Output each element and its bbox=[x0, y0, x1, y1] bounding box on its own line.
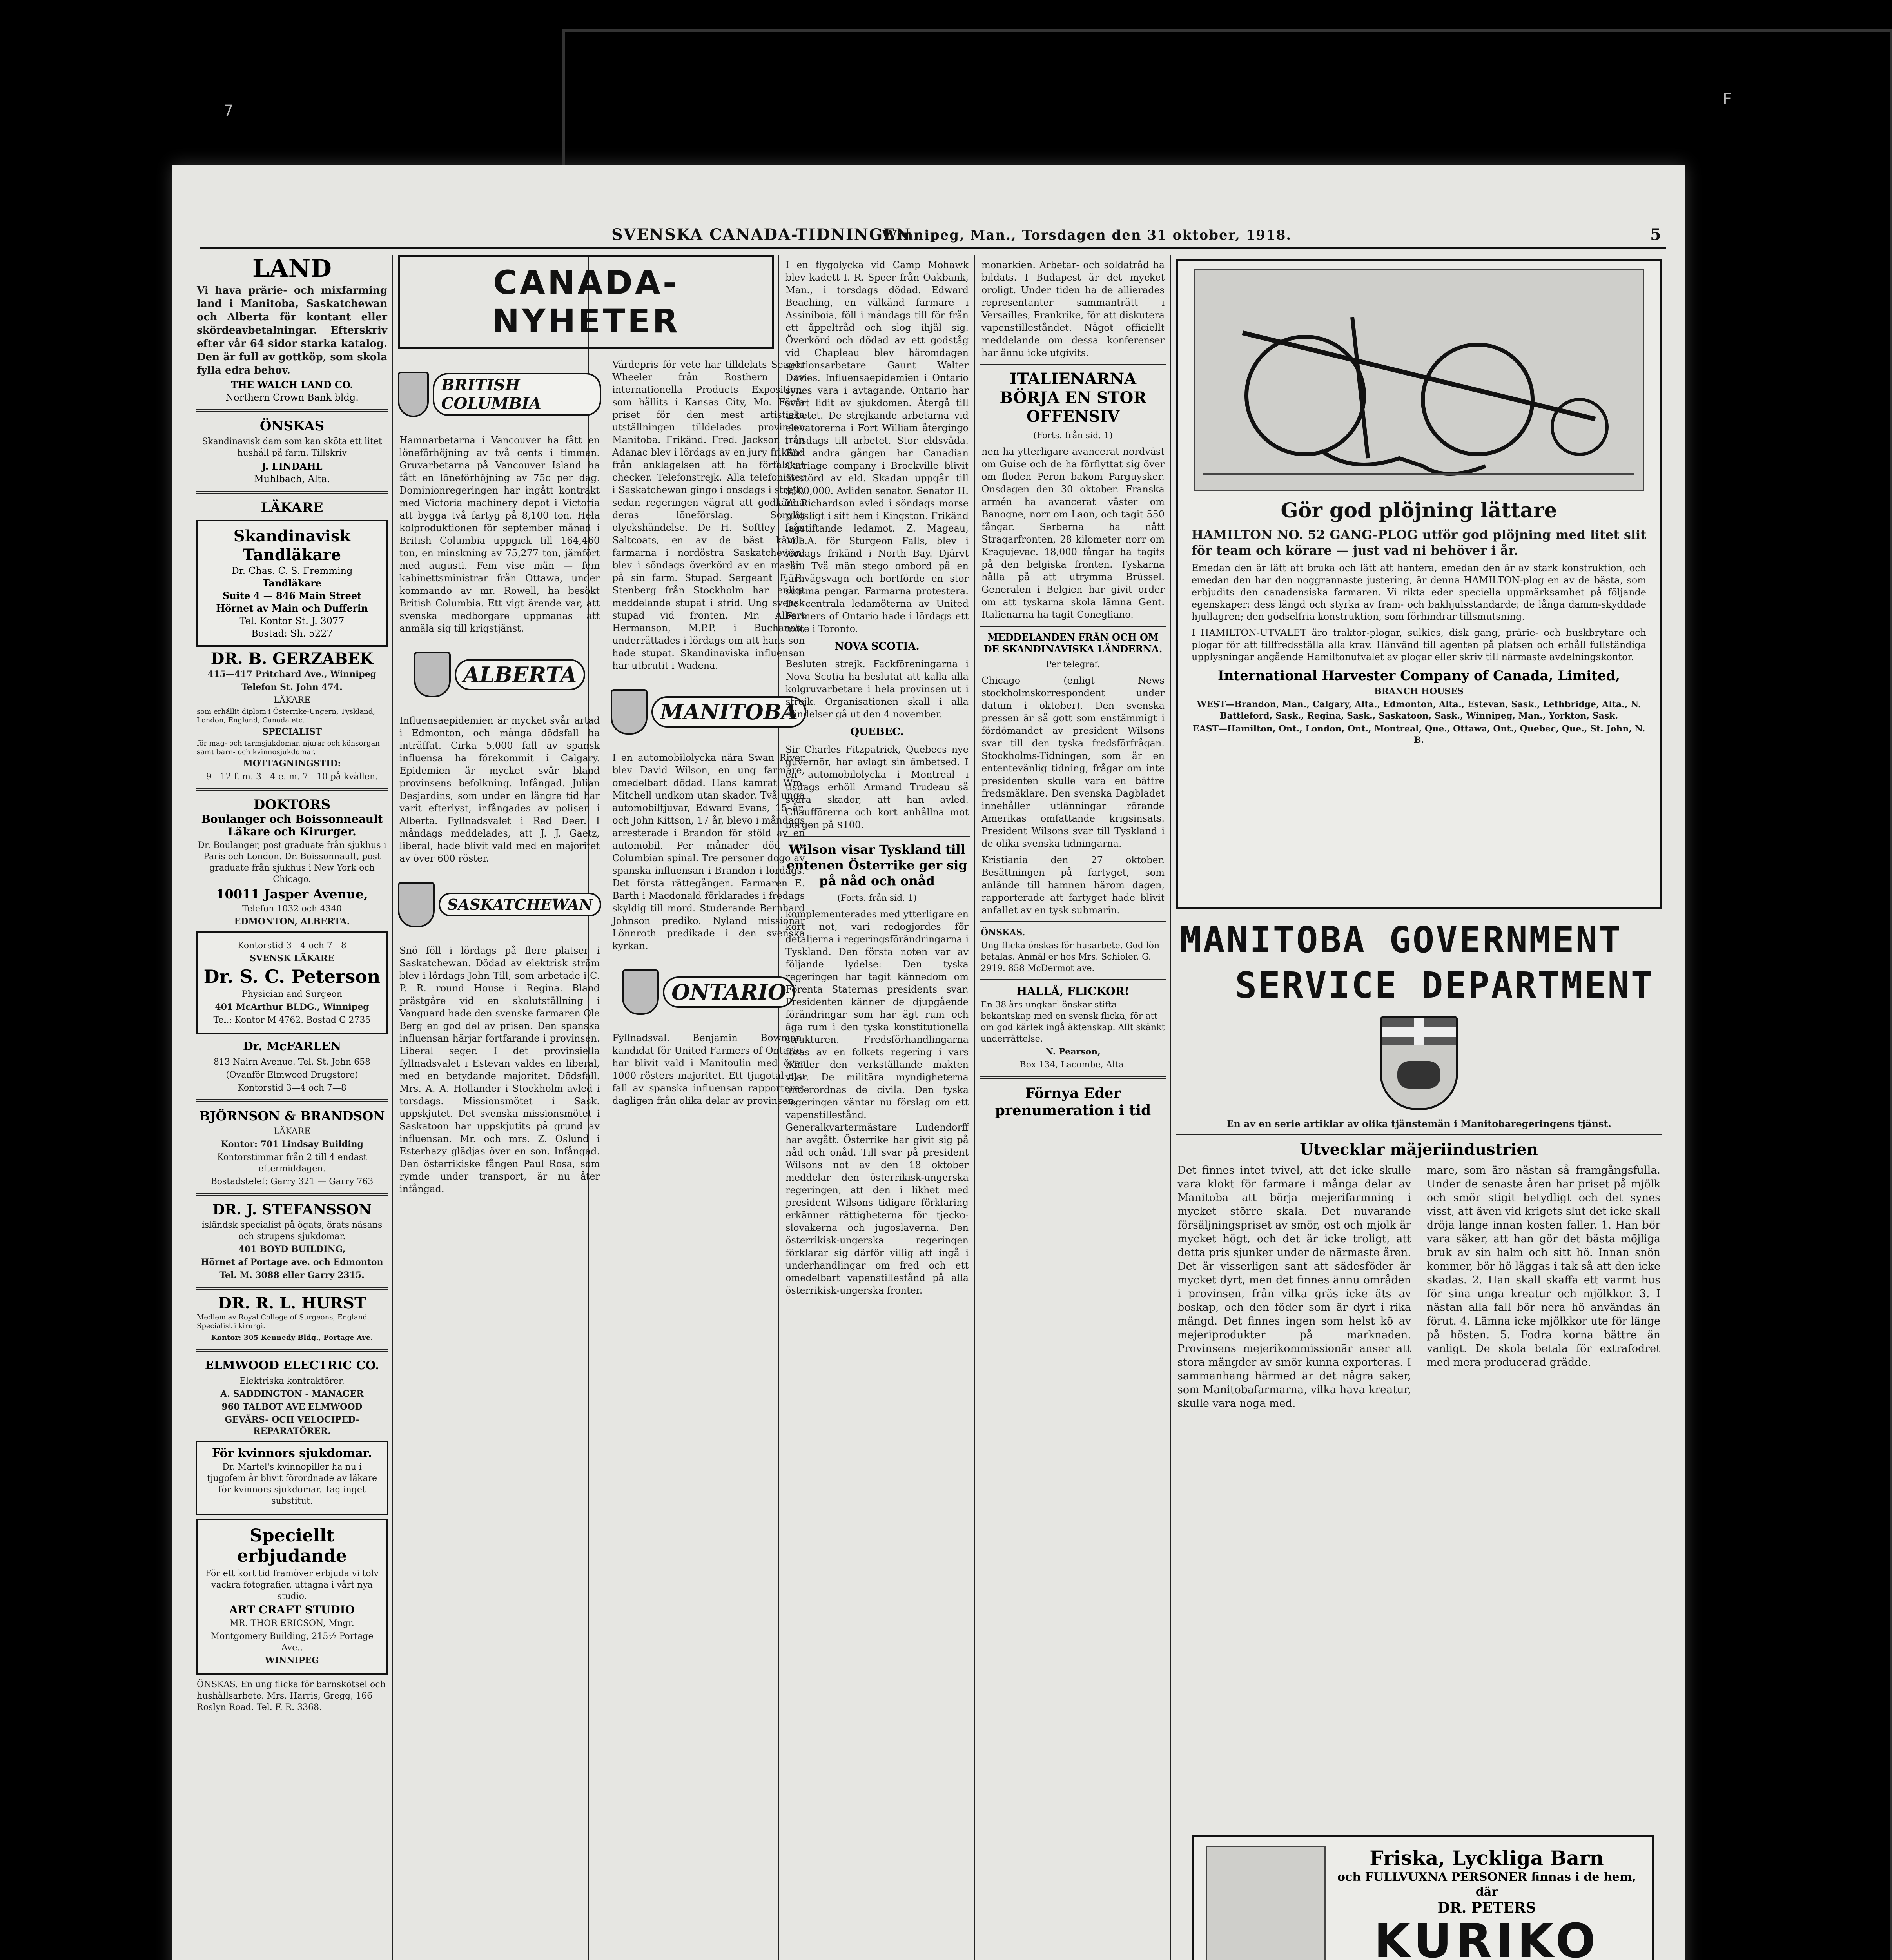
stef-tel: Tel. M. 3088 eller Garry 2315. bbox=[219, 1270, 365, 1280]
mgd-article-title: Utvecklar mäjeriindustrien bbox=[1300, 1140, 1538, 1159]
col4-onskas-title: ÖNSKAS. bbox=[981, 927, 1025, 938]
news-column-right bbox=[606, 354, 806, 1199]
bjornson-role: LÄKARE bbox=[273, 1127, 311, 1136]
doktors-title: DOKTORS bbox=[253, 797, 331, 813]
bjornson-text: Kontorstimmar från 2 till 4 endast eftermiddagen. bbox=[217, 1152, 367, 1174]
film-mark-left: 7 bbox=[223, 102, 234, 120]
doktors-role: Läkare och Kirurger. bbox=[228, 825, 356, 838]
gerzabek-title: DR. B. GERZABEK bbox=[210, 650, 374, 668]
onskas-place: Muhlbach, Alta. bbox=[254, 474, 330, 485]
ihc-text: Emedan den är lätt att bruka och lätt att hantera, emedan den är av stark konstruktion, och emedan den har den noggrannaste justering, är denna HAMILTON-plog en av de bästa, som erbjudits den canadensiska farmaren. Vi rikta eder speciella uppmärksamhet på följande egenskaper: dess längd och styrka av fram- och bakhjulsstandarde; de långa damm-skyddade hjullagren; den gödselfria konstruktion, som förhindrar tillsmutsning. bbox=[1192, 563, 1646, 622]
foto-mgr: MR. THOR ERICSON, Mngr. bbox=[230, 1619, 354, 1628]
kuriko-brand-pre: DR. PETERS bbox=[1437, 1900, 1536, 1916]
stef-name: DR. J. STEFANSSON bbox=[212, 1201, 372, 1218]
column-rule bbox=[392, 255, 393, 1960]
bc-news-text: Hamnarbetarna i Vancouver ha fått en löneförhöjning av två cents i timmen. Gruvarbetarna på Vancouver Island ha fått en löneförhöjning av 75c per dag. Dominionregeringen har ingått kontrakt med Victoria machinery depot i Victoria att bygga två fartyg på 8,100 ton. Hela kolproduktionen för september månad i British Columbia uppgick till 164,460 ton, en minskning av 75,277 ton, jämfört med augusti. Fem vise män — fem kabinettsministrar från Ottawa, under kommando av mr. Rowell, ha besökt British Columbia. Ett vigt ärende var, att svenska medborgare uppmanas att anmäla sig till krigstjänst. bbox=[399, 435, 600, 634]
mgd-article-columns bbox=[1176, 1160, 1662, 1414]
peterson-role: Physician and Surgeon bbox=[242, 989, 342, 999]
gerzabek-tel: Telefon St. John 474. bbox=[241, 682, 343, 692]
halla-title: HALLÅ, FLICKOR! bbox=[1016, 985, 1130, 998]
alberta-news-text: Influensaepidemien är mycket svår artad i Edmonton, och många dödsfall ha inträffat. Cirka 5,000 fall av spansk influensa ha förekommit i Calgary. Epidemien är mycket svår bland provinsens befolkning. Infångad. Julian Desjardins, som under en längre tid har varit efterlyst, infångades av polisen i Alberta. Fyllnadsvalet i Red Deer. I måndags meddelades, att J. J. Gaetz, liberal, hade blivit vald med en majoritet av över 600 röster. bbox=[399, 715, 600, 864]
kuriko-sub: och FULLVUXNA PERSONER finnas i de hem, där bbox=[1337, 1870, 1636, 1899]
film-mark-right: F bbox=[1723, 90, 1732, 108]
halla-box: Box 134, Lacombe, Alta. bbox=[1019, 1060, 1126, 1070]
foto-company: ART CRAFT STUDIO bbox=[229, 1603, 355, 1616]
ontario-news-text: Fyllnadsval. Benjamin Bowman, kandidat för United Farmers of Ontario, har blivit vald i Manitoulin med över 1000 rösters majoritet. Ett tjugotal nya fall av spanska influensan rapporteras dagligen från olika delar av provinsen. bbox=[612, 1033, 805, 1106]
alberta-crest-icon bbox=[414, 652, 451, 697]
peterson-name: Dr. S. C. Peterson bbox=[203, 966, 381, 987]
foto-addr: Montgomery Building, 215½ Portage Ave., bbox=[210, 1632, 374, 1653]
wilson-headline: Wilson visar Tyskland till entenen Österrike ger sig på nåd och onåd bbox=[787, 842, 967, 888]
stef-text: isländsk specialist på ögats, örats näsans och strupens sjukdomar. bbox=[201, 1220, 383, 1241]
gerzabek-spec-text: för mag- och tarmsjukdomar, njurar och könsorgan samt barn- och kvinnosjukdomar. bbox=[197, 739, 380, 756]
elec-people: A. SADDINGTON - MANAGER bbox=[220, 1389, 364, 1399]
tandlakare-ad bbox=[196, 520, 388, 647]
gerzabek-hours: 9—12 f. m. 3—4 e. m. 7—10 på kvällen. bbox=[206, 772, 378, 782]
foto-text: För ett kort tid framöver erbjuda vi tolv vackra fotografier, uttagna i vårt nya studio. bbox=[205, 1569, 379, 1601]
mgd-title-2: SERVICE DEPARTMENT bbox=[1235, 964, 1654, 1006]
foto-city: WINNIPEG bbox=[265, 1655, 319, 1666]
bjornson-name: BJÖRNSON & BRANDSON bbox=[199, 1109, 385, 1123]
tand-name: Dr. Chas. C. S. Fremming bbox=[231, 565, 353, 576]
ihc-lead: HAMILTON NO. 52 GANG-PLOG utför god plöjning med litet slit för team och körare — just vad ni behöver i år. bbox=[1192, 527, 1646, 558]
manitoba-label: MANITOBA bbox=[651, 696, 806, 728]
kuriko-ad bbox=[1192, 1835, 1654, 1960]
col1-bottom-ad: ÖNSKAS. En ung flicka för barnskötsel och hushållsarbete. Mrs. Harris, Gregg, 166 Roslyn Road. Tel. F. R. 3368. bbox=[197, 1680, 386, 1712]
elec-addr: 960 TALBOT AVE ELMWOOD bbox=[221, 1402, 363, 1412]
halla-text: En 38 års ungkarl önskar stifta bekantskap med en svensk flicka, för att om god kärlek ingå äktenskap. Allt skänkt underrättelse. bbox=[981, 1000, 1165, 1044]
elec-role: Elektriska kontraktörer. bbox=[239, 1376, 345, 1386]
wilson-subhead: (Forts. från sid. 1) bbox=[837, 893, 917, 903]
doktors-tel: Telefon 1032 och 4340 bbox=[242, 904, 342, 914]
land-company: THE WALCH LAND CO. bbox=[231, 379, 353, 390]
ontario-heading bbox=[611, 958, 806, 1026]
sask-heading bbox=[398, 870, 601, 939]
col3-intro-text: I en flygolycka vid Camp Mohawk blev kadett I. R. Speer från Oakbank, Man., i torsdags dödad. Edward Beaching, en välkänd farmare i Assiniboia, föll i måndags till för från ett åppeltråd och slog ihjäl sig. Överkörd och dödad av ett godståg vid Chapleau blev häromdagen sektionsarbetare Gaunt Walter Davies. Influensaepidemien i Ontario synes vara i avtagande. Ontario har svårt lidit av sjukdomen. Återgå till arbetet. De strejkande arbetarna vid elevatorerna i Fort William återgingo i tisdags till arbetet. Stor eldsvåda. För andra gången har Canadian Carriage company i Brockville blivit förstörd av eld. Skadan uppgår till $500,000. Avliden senator. Senator H. W. Richardson avled i söndags morse plötsligt i sitt hem i Kingston. Frikänd lagstiftande ledamot. Z. Mageau, M.L.A. för Sturgeon Falls, blev i lördags frikänd i North Bay. Djärvt rån. Två män stego ombord på en järnvägsvagn och bortförde en stor summa pengar. Farmarna protestera. De centrala ledamöterna av United Farmers of Ontario hade i lördags ett möte i Toronto. bbox=[785, 260, 969, 634]
onskas-name: J. LINDAHL bbox=[261, 461, 323, 472]
kuriko-brand: KURIKO bbox=[1374, 1914, 1600, 1960]
mgd-article-left: Det finnes intet tvivel, att det icke skulle vara klokt för farmare i många delar av Manitoba att börja mejerifarmning i mycket större skala. Det nuvarande försäljningspriset av smör, ost och mjölk är mycket högt, och det är icke troligt, att detta pris sjunker under de närmaste åren. Det är visserligen sant att sädesföder är mycket dyrt, men det finnes ännu områden i provinsen, från vilka gräs icke äts av boskap, och den föder som är dyrt i rika mängd. Det finnes ingen som helst kö av mejeriprodukter på marknaden. Provinsens mejerikommissionär anser att stora mängder av smör kunna exporteras. I sammanhang härmed är det några saker, som Manitobafarmarna, vilka hava kreatur, skulle vara noga med. bbox=[1177, 1164, 1411, 1410]
kuriko-top bbox=[1206, 1846, 1640, 1960]
page-header bbox=[200, 223, 1666, 249]
foto-ad bbox=[196, 1519, 388, 1675]
tand-addr2: Hörnet av Main och Dufferin bbox=[216, 603, 368, 614]
prairie-news-text: Värdepris för vete har tilldelats Seager Wheeler från Rosthern av internationella Products Exposition, som hållits i Kansas City, Mo. Förra priset för den mest artistiska utställningen tilldelades provinsen Manitoba. Frikänd. Fred. Jackson från Adanac blev i lördags av en jury frikänd från anklagelsen att ha förfalskat checker. Telefonstrejk. Alla telefonister i Saskatchewan gingo i onsdags i strejk, sedan regeringen vägrat att godkänna deras löneförslag. Sorglig olyckshändelse. De H. Softley från Saltcoats, en av de bäst kända farmarna i nordöstra Saskatchewan, blev i söndags överkörd av en maskin på sin farm. Stupad. Sergeant F. R. Stenberg från Stockholm har enligt meddelande stupat i strid. Ung svensk stupad vid fronten. Mr. Albert Hermanson, M.P.P. i Buchanan, underrättades i lördags om att hans son hade stupat. Skandinaviska influensan har utbrutit i Wadena. bbox=[612, 359, 805, 671]
dateline: Winnipeg, Man., Torsdagen den 31 oktober, 1918. bbox=[882, 227, 1292, 243]
col4-intro-text: monarkien. Arbetar- och soldatråd ha bildats. I Budapest är det mycket oroligt. Under tiden ha de allierades representanter sammanträtt i Versailles, Frankrike, för att diskutera vapenstilleståndet. Något officiellt meddelande om dessa konferenser har ännu icke utgivits. bbox=[981, 260, 1165, 358]
mgd-article-right: mare, som äro nästan så framgångsfulla. Under de senaste åren har priset på mjölk och smör stigit betydligt och det synes visst, att även vid krigets slut det icke skall dröja länge innan kosten faller. 1. Han bör vara säker, att han gör det bästa möjliga bruk av sin halm och sitt hö. Innan snön kommer, bör hö läggas i tak så att den icke skadas. 2. Han skall skaffa ett varmt hus för sina unga kreatur och mjölkkor. 3. I nästan alla fall bör nera hö användas än förut. 4. Lämna icke mjölkkor ute för länge på hösten. 5. Fodra korna bättre än vanligt. De skola betala för extrafodret med mera producerad grädde. bbox=[1427, 1164, 1660, 1368]
ads-column bbox=[196, 255, 388, 1960]
bc-crest-icon bbox=[398, 372, 429, 417]
mcfarlen-addr: 813 Nairn Avenue. Tel. St. John 658 bbox=[213, 1057, 371, 1067]
mgd-title-1: MANITOBA GOVERNMENT bbox=[1180, 919, 1622, 961]
land-ad-title: LAND bbox=[252, 254, 332, 283]
land-address: Northern Crown Bank bldg. bbox=[225, 392, 359, 403]
ontario-crest-icon bbox=[622, 969, 659, 1015]
lakare-title: LÄKARE bbox=[261, 500, 323, 515]
bc-heading bbox=[398, 360, 601, 428]
kuriko-header bbox=[1326, 1846, 1640, 1960]
onskas-text: Skandinavisk dam som kan sköta ett litet husháll på farm. Tillskriv bbox=[202, 437, 382, 458]
ihc-ad bbox=[1176, 259, 1662, 909]
italy-article-text: nen ha ytterligare avancerat nordväst om Guise och de ha förflyttat sig över om floden Peron bakom Parguysker. Onsdagen den 30 oktober. Franska armén ha avancerat väster om Banogne, norr om Laon, och tagit 550 fångar. Serberna ha nått Stragarfronten, 28 kilometer norr om Kragujevac. 18,000 fångar ha tagits på den belgiska fronten. Tyskarna hålla på att utrymma Brüssel. Generalen i Belgien har givit order om att tyskarna skola lämna Gent. Italienarna ha tagit Conegliano. bbox=[981, 446, 1165, 620]
elec-name: ELMWOOD ELECTRIC CO. bbox=[205, 1359, 379, 1372]
italy-subhead: (Forts. från sid. 1) bbox=[1033, 431, 1113, 441]
news-column-5 bbox=[980, 255, 1166, 1960]
kvinnor-text: Dr. Martel's kvinnopiller ha nu i tjugofem år blivit förordnade av läkare för kvinnors sjukdomar. Tag inget substitut. bbox=[207, 1462, 377, 1506]
sask-label: SASKATCHEWAN bbox=[439, 893, 601, 916]
tand-tel: Tel. Kontor St. J. 3077 bbox=[239, 615, 345, 626]
bjornson-addr: Kontor: 701 Lindsay Building bbox=[221, 1139, 363, 1149]
manitoba-heading bbox=[611, 677, 806, 746]
plow-illustration-icon bbox=[1194, 269, 1644, 491]
quebec-heading: QUEBEC. bbox=[850, 726, 904, 738]
halla-name: N. Pearson, bbox=[1045, 1047, 1101, 1057]
stef-addr2: Hörnet af Portage ave. och Edmonton bbox=[201, 1257, 383, 1267]
col4-onskas-text: Ung flicka önskas för husarbete. God lön betalas. Anmäl er hos Mrs. Schioler, G. 2919. 858 McDermot ave. bbox=[981, 941, 1160, 973]
page-number: 5 bbox=[1650, 225, 1662, 244]
banner-title: CANADA-NYHETER bbox=[492, 263, 680, 340]
sask-news-text: Snö föll i lördags på flere platser i Saskatchewan. Dödad av elektrisk ström blev i lördags John Till, som arbetade i C. P. R. round House i Regina. Bland prästgåre vid en skolutställning i Vanguard hade den svenske farmaren Ole Berg en god del av prisen. Den spanska influensan härjar fortfarande i provinsen. Liberal seger. I det provinsiella fyllnadsvalet i Estevan valdes en liberal, med en betydande majoritet. Dödsfall. Mrs. A. A. Hollander i Stockholm avled i torsdags. Missionsmötet i Sask. uppskjutet. Det svenska missionsmötet i Saskatoon har uppskjutits på grund av influensan. Mr. och mrs. Z. Oslund i Esterhazy glädjas över en son. Infångad. Den österrikiske fången Paul Rosa, som rymde under transport, är nu åter infångad. bbox=[399, 945, 600, 1194]
manitoba-news-text: I en automobilolycka nära Swan River blev David Wilson, en ung farmare, omedelbart dödad. Hans kamrat Wm. Mitchell undkom utan skador. Två unga automobiltjuvar, Edward Evans, 15 år, och John Kittson, 17 år, blevo i måndags arresterade i Brandon för stöld av en automobil. Per månader död av Columbian spinal. Tre personer dogo av spanska influensan i Brandon i lördags. Det första rättegången. Farmaren E. Barth i Macdonald förklarades i fredags skyldig till mord. Studerande Bernhard Johnson prediko. Nyland missionär Lönnroth predikade i den svenska kyrkan. bbox=[612, 752, 805, 951]
peterson-ad bbox=[196, 931, 388, 1034]
nova-scotia-text: Besluten strejk. Fackföreningarna i Nova Scotia ha beslutat att kalla alla kolgruvarbetare i hela provinsen ut i strejk. Organisationen skall i alla händelser gå ut den 4 november. bbox=[785, 659, 969, 720]
kvinnor-ad bbox=[196, 1441, 388, 1515]
scandinavia-headline: MEDDELANDEN FRÅN OCH OM DE SKANDINAVISKA LÄNDERNA. bbox=[983, 632, 1163, 655]
paper-name: SVENSKA CANADA-TIDNINGEN bbox=[611, 225, 911, 244]
norway-text: Kristiania den 27 oktober. Besättningen på fartyget, som anlände till hamnen härom dagen, rapporterade att fartyget hade blivit anfallet av en tysk submarin. bbox=[981, 855, 1165, 916]
manitoba-crest-icon bbox=[611, 689, 648, 735]
manitoba-coat-of-arms-icon bbox=[1380, 1016, 1458, 1110]
news-column-4 bbox=[784, 255, 970, 1960]
hurst-addr: Kontor: 305 Kennedy Bldg., Portage Ave. bbox=[211, 1334, 373, 1342]
foto-title: Speciellt erbjudande bbox=[237, 1526, 347, 1566]
bc-label: BRITISH COLUMBIA bbox=[433, 373, 601, 416]
doktors-addr: 10011 Jasper Avenue, bbox=[216, 887, 368, 902]
tand-addr1: Suite 4 — 846 Main Street bbox=[222, 590, 362, 601]
italy-headline: ITALIENARNA BÖRJA EN STOR OFFENSIV bbox=[1000, 370, 1146, 426]
newspaper-page bbox=[172, 165, 1685, 1960]
tand-role: Tandläkare bbox=[262, 577, 322, 589]
peterson-tel: Tel.: Kontor M 4762. Bostad G 2735 bbox=[213, 1015, 371, 1025]
gerzabek-addr: 415—417 Pritchard Ave., Winnipeg bbox=[207, 669, 377, 679]
column-rule bbox=[974, 255, 975, 1960]
kvinnor-title: För kvinnors sjukdomar. bbox=[212, 1446, 372, 1460]
ihc-west-branches: WEST—Brandon, Man., Calgary, Alta., Edmonton, Alta., Estevan, Sask., Lethbridge, Alta., N. Battleford, Sask., Regina, Sask., Saskatoon, Sask., Winnipeg, Man., Yorkton, Sask. bbox=[1197, 699, 1641, 721]
tand-bostad: Bostad: Sh. 5227 bbox=[251, 628, 333, 639]
elec-extra: GEVÄRS- OCH VELOCIPED-REPARATÖRER. bbox=[225, 1415, 359, 1436]
ihc-branch-label: BRANCH HOUSES bbox=[1374, 686, 1464, 697]
plow-drawing bbox=[1195, 270, 1643, 490]
alberta-heading bbox=[398, 640, 601, 709]
hurst-name: DR. R. L. HURST bbox=[218, 1294, 366, 1312]
scandinavia-article-text: Chicago (enligt News stockholmskorrespondent under datum i oktober). Den svenska pressen är så gott som enstämmigt i fördömandet av president Wilsons svar till den tyska fredsförfrågan. Stockholms-Tidningen, som är en ententevänlig tidning, frågar om inte presidenten skulle vara en bättre fredsmäklare. Den svenska Dagbladet innehåller utlänningar rörande Amerikas omfattande krigsinsats. President Wilsons svar till Tyskland i de olika svenska tidningarna. bbox=[981, 675, 1165, 849]
mgd-caption: En av en serie artiklar av olika tjänstemän i Manitobaregeringens tjänst. bbox=[1226, 1118, 1611, 1129]
canada-news-section bbox=[398, 255, 805, 1960]
news-two-columns bbox=[398, 354, 805, 1199]
peterson-label: SVENSK LÄKARE bbox=[250, 953, 334, 964]
stef-addr: 401 BOYD BUILDING, bbox=[238, 1244, 346, 1254]
peterson-hours: Kontorstid 3—4 och 7—8 bbox=[238, 941, 346, 951]
alberta-label: ALBERTA bbox=[455, 659, 586, 690]
ihc-title: Gör god plöjning lättare bbox=[1281, 499, 1557, 523]
hurst-text: Medlem av Royal College of Surgeons, England. Specialist i kirurgi. bbox=[197, 1313, 370, 1330]
onskas-title: ÖNSKAS bbox=[259, 418, 325, 434]
tand-title: Skandinavisk Tandläkare bbox=[233, 527, 351, 564]
wilson-article-text: komplementerades med ytterligare en kort not, vari redogjordes för detaljerna i regeringsförändringarna i Tyskland. Den första noten var av följande lydelse: Den tyska regeringen har tagit kännedom om Förenta Staternas presidents svar. Presidenten känner de djupgående förändringar som har ägt rum och äga rum i den tyska konstitutionella strukturen. Fredsförhandlingarna föras av en folkets regering i vars händer den verkställande makten vilar. De militära myndigheterna underordnas de civila. Den tyska regeringen väntar nu förslag om ett vapenstillestånd. Generalkvartermästare Ludendorff har avgått. Österrike har givit sig på nåd och onåd. Till svar på president Wilsons not av den 18 oktober meddelar den österrikisk-ungerska regeringen, att den i likhet med president Wilsons tidigare förklaring erkänner rättigheterna för tjecko-slovakerna och jugoslaverna. Den österrikisk-ungerska regeringen förklarar sig därför villig att ingå i underhandlingar om fred och ett omedelbart vapenstillestånd på alla österrikisk-ungerska fronter. bbox=[785, 909, 969, 1296]
mcfarlen-hours: Kontorstid 3—4 och 7—8 bbox=[238, 1083, 346, 1093]
land-ad-text: Vi hava prärie- och mixfarming land i Manitoba, Saskatchewan och Alberta för kontant eller skördeavbetalningar. Efterskriv efter vår 64 sidor starka katalog. Den är full av gottköp, som skola fylla edra behov. bbox=[197, 285, 387, 376]
peterson-addr: 401 McArthur BLDG., Winnipeg bbox=[215, 1002, 369, 1012]
column-rule bbox=[1170, 255, 1171, 1960]
ihc-text-2: I HAMILTON-UTVALET äro traktor-plogar, sulkies, disk gang, prärie- och buskbrytare och plogar för att tillfredsställa alla krav. Hänvänd till agenten på platsen och erhåll fullständiga upplysningar angående Hamiltonutvalet av plogar eller skriv till närmaste avdelningskontor. bbox=[1192, 627, 1646, 662]
mcfarlen-sub: (Ovanför Elmwood Drugstore) bbox=[226, 1070, 358, 1080]
gerzabek-role: LÄKARE bbox=[273, 695, 311, 705]
bjornson-tel: Bostadstelef: Garry 321 — Garry 763 bbox=[210, 1177, 374, 1187]
canada-nyheter-banner bbox=[398, 255, 774, 349]
sask-crest-icon bbox=[398, 882, 435, 927]
gerzabek-spec: SPECIALIST bbox=[262, 727, 322, 737]
mgd-section bbox=[1176, 917, 1662, 1799]
ihc-east-branches: EAST—Hamilton, Ont., London, Ont., Montreal, Que., Ottawa, Ont., Quebec, Que., St. John, N. B. bbox=[1192, 724, 1645, 745]
scandinavia-subhead: Per telegraf. bbox=[1046, 660, 1100, 670]
doktors-text: Dr. Boulanger, post graduate från sjukhus i Paris och London. Dr. Boissonnault, post graduate från sjukhus i New York och Chicago. bbox=[198, 840, 386, 884]
gerzabek-text: som erhållit diplom i Österrike-Ungern, Tyskland, London, England, Canada etc. bbox=[197, 708, 375, 724]
mcfarlen-name: Dr. McFARLEN bbox=[243, 1040, 341, 1053]
doktors-names: Boulanger och Boissonneault bbox=[201, 813, 383, 826]
ihc-company: International Harvester Company of Canada, Limited, bbox=[1217, 668, 1620, 684]
fornya-title: Förnya Eder prenumeration i tid bbox=[995, 1085, 1151, 1119]
ontario-label: ONTARIO bbox=[663, 976, 795, 1008]
gerzabek-hours-title: MOTTAGNINGSTID: bbox=[243, 759, 341, 769]
kuriko-title: Friska, Lyckliga Barn bbox=[1370, 1846, 1604, 1869]
doktors-city: EDMONTON, ALBERTA. bbox=[234, 916, 350, 927]
news-column-left bbox=[398, 354, 606, 1199]
quebec-text: Sir Charles Fitzpatrick, Quebecs nye guvernör, har avlagt sin ämbetsed. I en automobilolycka i Montreal i tisdags erhöll Armand Trudeau så svåra skador, att han avled. Chaufförerna och kort anhållna mot borgen på $100. bbox=[785, 744, 969, 830]
nova-scotia-heading: NOVA SCOTIA. bbox=[834, 641, 920, 652]
kuriko-building-icon bbox=[1206, 1846, 1326, 1960]
